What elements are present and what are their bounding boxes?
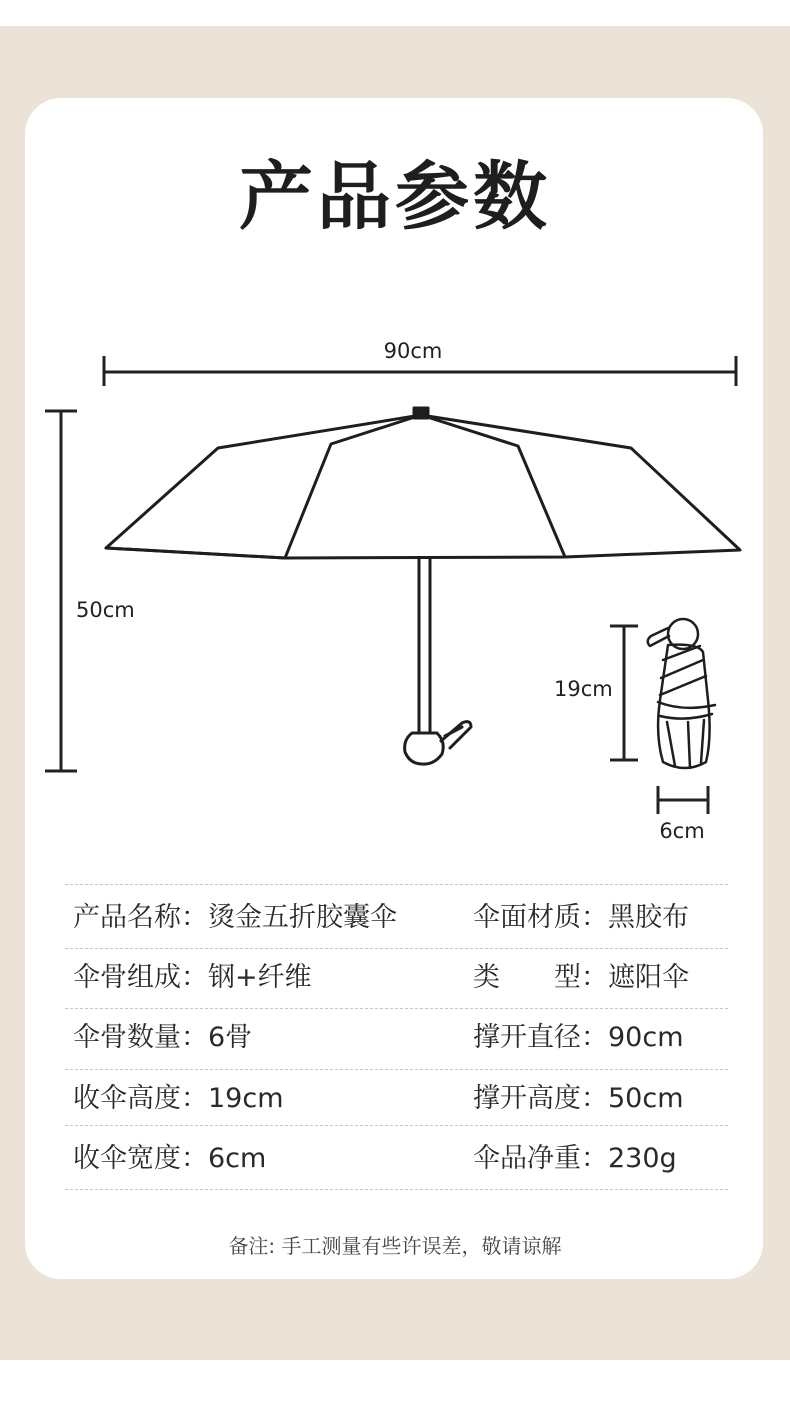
page-title: 产品参数 [239,154,551,240]
folded-width-dimension [658,786,708,814]
param-canopy-material: 伞面材质：黑胶布 [473,902,689,933]
param-rib-count: 伞骨数量：6骨 [73,1022,253,1053]
height-dimension [45,411,77,771]
param-net-weight: 伞品净重：230g [473,1143,677,1174]
measurement-note: 备注: 手工测量有些许误差，敬请谅解 [228,1234,562,1258]
folded-height-dimension [610,626,638,760]
param-type: 类 型：遮阳伞 [473,962,689,993]
open-umbrella-drawing [106,408,740,764]
table-divider [65,1125,728,1126]
folded-width-label: 6cm [659,819,705,843]
param-folded-height: 收伞高度：19cm [73,1083,284,1114]
width-label: 90cm [383,339,443,363]
param-product-name: 产品名称：烫金五折胶囊伞 [73,902,397,933]
param-rib-composition: 伞骨组成：钢+纤维 [73,962,312,993]
table-row [65,1008,728,1068]
param-open-height: 撑开高度：50cm [473,1083,684,1114]
table-divider [65,1189,728,1190]
param-open-diameter: 撑开直径：90cm [473,1022,684,1053]
table-row [65,948,728,1008]
table-row [65,888,728,948]
param-folded-width: 收伞宽度：6cm [73,1143,267,1174]
height-label: 50cm [76,598,135,622]
folded-height-label: 19cm [554,677,613,701]
table-row [65,1129,728,1189]
folded-umbrella-drawing [648,619,715,768]
table-row [65,1069,728,1129]
table-divider [65,884,728,885]
